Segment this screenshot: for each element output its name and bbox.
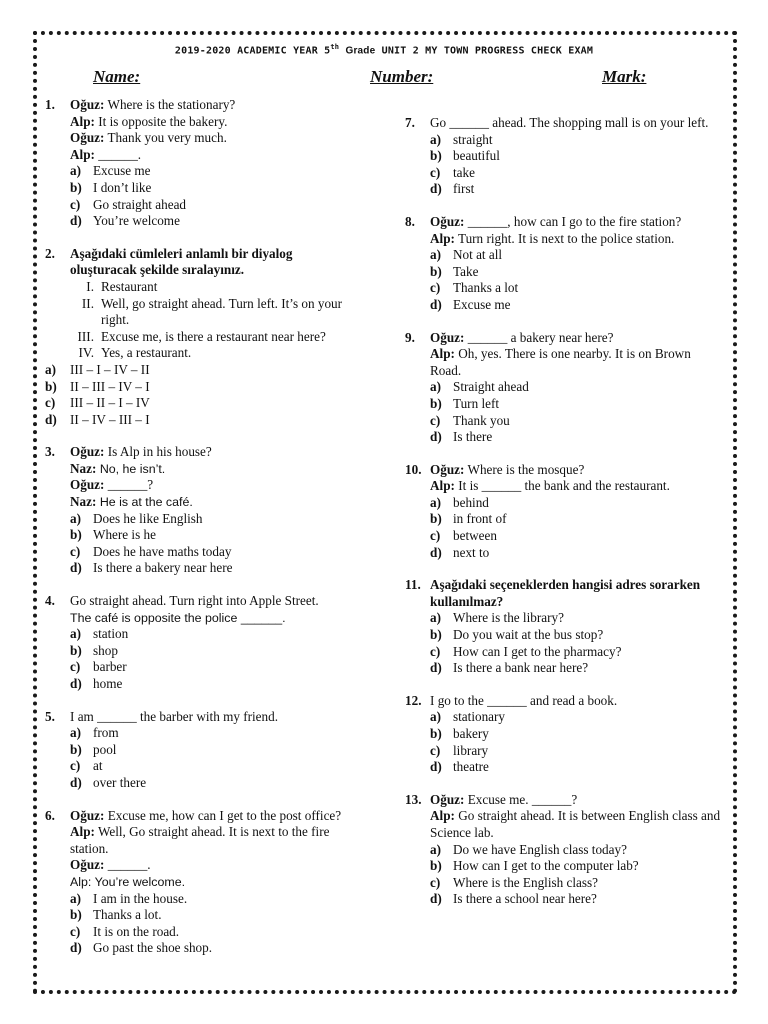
option-a[interactable] (430, 709, 723, 726)
option-text: next to (453, 544, 490, 560)
option-c[interactable] (70, 758, 357, 775)
option-a[interactable] (70, 626, 357, 643)
question-number: 1. (45, 97, 55, 112)
question-10 (405, 462, 723, 562)
roman-numeral: I. (86, 278, 94, 294)
option-text: I don’t like (93, 179, 152, 195)
option-text: station (93, 626, 129, 642)
option-text: from (93, 725, 119, 741)
dialog-line (70, 808, 357, 825)
option-text: III – I – IV – II (70, 361, 150, 377)
option-letter: a) (430, 379, 441, 395)
question-stem (70, 610, 357, 627)
option-letter: c) (70, 196, 81, 212)
option-letter: c) (430, 164, 441, 180)
question-11 (405, 577, 723, 677)
option-text: take (453, 164, 475, 180)
dialog-line (430, 231, 723, 248)
option-text: Do you wait at the bus stop? (453, 627, 604, 643)
option-a[interactable] (70, 163, 357, 180)
sentence-text: Excuse me, is there a restaurant near here? (101, 328, 326, 344)
option-letter: b) (430, 726, 442, 741)
option-letter: c) (430, 742, 441, 758)
line-text: Oh, yes. There is one nearby. It is on Brown Road. (430, 346, 691, 378)
option-text: It is on the road. (93, 923, 180, 939)
option-d[interactable] (430, 297, 723, 314)
question-9 (405, 330, 723, 446)
option-c[interactable] (70, 924, 357, 941)
mark-label: Mark: (602, 67, 647, 86)
question-6 (45, 808, 357, 957)
option-d[interactable] (70, 560, 357, 577)
dialog-line (70, 97, 357, 114)
option-c[interactable] (430, 875, 723, 892)
dialog-line (70, 477, 357, 494)
option-text: over there (93, 774, 147, 790)
speaker: Oğuz: (70, 857, 105, 873)
question-stem: Go straight ahead. Turn right into Apple Street. (70, 593, 319, 609)
option-text: Excuse me (93, 163, 151, 179)
question-stem: I go to the ______ and read a book. (430, 692, 618, 708)
option-text: Not at all (453, 247, 503, 263)
speaker: Oğuz: (70, 97, 105, 112)
dialog-line (70, 147, 357, 164)
option-letter: b) (430, 148, 442, 164)
option-d[interactable] (430, 660, 723, 677)
option-text: Is there a bakery near here (93, 560, 233, 576)
line-text: Where is the mosque? (464, 461, 585, 477)
option-letter: a) (430, 494, 441, 510)
option-a[interactable] (430, 610, 723, 627)
dialog-line (70, 130, 357, 147)
header-title-part2: UNIT 2 MY TOWN PROGRESS CHECK EXAM (381, 45, 594, 57)
option-text: How can I get to the computer lab? (453, 858, 639, 874)
option-letter: c) (430, 528, 441, 544)
option-letter: a) (45, 361, 56, 377)
option-b[interactable] (70, 742, 357, 759)
question-13 (405, 792, 723, 908)
option-text: How can I get to the pharmacy? (453, 643, 622, 659)
line-text: The café is opposite the police ______. (70, 610, 286, 625)
option-letter: c) (70, 543, 81, 559)
option-text: Straight ahead (453, 379, 529, 395)
option-letter: a) (430, 610, 441, 626)
option-letter: b) (430, 263, 442, 279)
option-letter: d) (430, 759, 442, 775)
option-letter: b) (430, 627, 442, 643)
option-text: III – II – I – IV (70, 395, 150, 411)
option-letter: c) (430, 412, 441, 428)
option-letter: c) (430, 643, 441, 659)
question-number: 8. (405, 213, 415, 229)
option-text: beautiful (453, 148, 500, 164)
header-title-part1: 2019-2020 ACADEMIC YEAR 5 (174, 45, 331, 57)
question-number: 6. (45, 807, 55, 823)
option-text: Does he like English (93, 510, 203, 526)
line-text: Excuse me. ______? (464, 791, 578, 807)
option-c[interactable] (430, 413, 723, 430)
option-letter: c) (70, 923, 81, 939)
option-c[interactable] (70, 659, 357, 676)
option-a[interactable] (430, 495, 723, 512)
line-text: Is Alp in his house? (104, 444, 212, 460)
right-column (405, 97, 723, 908)
question-stem: Go ______ ahead. The shopping mall is on your left. (430, 115, 709, 130)
option-text: I am in the house. (93, 890, 188, 906)
speaker: Alp: (430, 808, 455, 824)
option-letter: a) (70, 626, 81, 642)
option-letter: d) (430, 891, 442, 907)
line-text: It is ______ the bank and the restaurant. (454, 478, 670, 494)
speaker: Alp: (430, 230, 455, 246)
question-12 (405, 693, 723, 776)
roman-numeral: II. (81, 295, 94, 311)
sentence-text: Restaurant (101, 278, 158, 294)
line-text: Thank you very much. (104, 130, 227, 146)
line-text: Well, Go straight ahead. It is next to the fire station. (70, 824, 330, 856)
option-a[interactable] (430, 379, 723, 396)
option-text: stationary (453, 709, 506, 725)
option-d[interactable] (70, 940, 357, 957)
line-text: Where is the stationary? (104, 97, 236, 112)
line-text: It is opposite the bakery. (94, 113, 228, 129)
option-d[interactable] (70, 676, 357, 693)
option-letter: a) (70, 725, 81, 741)
option-text: Thanks a lot (453, 280, 519, 296)
option-text: Is there (453, 429, 493, 445)
number-label: Number: (370, 67, 434, 86)
speaker: Oğuz: (70, 807, 105, 823)
option-letter: d) (70, 774, 82, 790)
dialog-line: Alp: You’re welcome. (70, 874, 186, 889)
line-text: He is at the café. (96, 495, 193, 510)
option-text: Go straight ahead (93, 196, 187, 212)
option-text: bakery (453, 726, 489, 741)
option-text: II – III – IV – I (70, 378, 150, 394)
option-a[interactable] (70, 725, 357, 742)
dialog-line (430, 214, 723, 231)
option-letter: b) (430, 511, 442, 527)
option-b[interactable] (430, 858, 723, 875)
option-c[interactable] (45, 395, 357, 412)
line-text: ______. (104, 857, 151, 873)
speaker: Naz: (70, 460, 97, 476)
option-letter: b) (430, 395, 442, 411)
option-letter: b) (70, 741, 82, 757)
line-text: Turn right. It is next to the police station. (454, 230, 675, 246)
header-title-sup: th (330, 43, 340, 51)
question-number: 11. (405, 577, 421, 593)
option-letter: d) (45, 411, 57, 427)
question-number: 3. (45, 444, 55, 460)
question-number: 12. (405, 692, 422, 708)
option-b[interactable] (70, 527, 357, 544)
option-d[interactable] (430, 759, 723, 776)
roman-numeral: III. (77, 328, 94, 344)
option-letter: d) (430, 544, 442, 560)
option-b[interactable] (430, 396, 723, 413)
question-number: 4. (45, 593, 55, 609)
option-letter: a) (430, 131, 441, 147)
option-letter: d) (430, 429, 442, 445)
question-4 (45, 593, 357, 693)
option-letter: d) (430, 181, 442, 197)
option-letter: b) (70, 527, 82, 543)
question-5 (45, 709, 357, 792)
speaker: Alp: (430, 346, 455, 362)
option-letter: c) (45, 395, 56, 411)
option-a[interactable] (430, 842, 723, 859)
option-text: II – IV – III – I (70, 411, 150, 427)
question-number: 7. (405, 115, 415, 130)
option-letter: b) (70, 642, 82, 658)
line-text: Excuse me, how can I get to the post office? (104, 807, 342, 823)
option-text: first (453, 181, 475, 197)
option-letter: c) (430, 874, 441, 890)
option-a[interactable] (70, 511, 357, 528)
speaker: Alp: (70, 824, 95, 840)
dialog-line (430, 330, 723, 347)
header-grade: Grade (345, 45, 376, 57)
option-letter: b) (70, 179, 82, 195)
speaker: Oğuz: (70, 444, 105, 460)
option-text: Does he have maths today (93, 543, 232, 559)
option-text: between (453, 528, 497, 544)
speaker: Alp: (430, 478, 455, 494)
line-text: No, he isn’t. (96, 461, 166, 476)
option-d[interactable] (70, 213, 357, 230)
speaker: Oğuz: (70, 477, 105, 493)
sentence-item (70, 345, 357, 362)
option-b[interactable] (70, 907, 357, 924)
option-d[interactable] (430, 181, 723, 198)
option-text: barber (93, 659, 127, 675)
option-a[interactable] (70, 891, 357, 908)
option-text: library (453, 742, 489, 758)
option-c[interactable] (70, 197, 357, 214)
option-letter: a) (430, 841, 441, 857)
dialog-line (70, 494, 357, 511)
speaker: Oğuz: (70, 130, 105, 146)
option-text: Is there a bank near here? (453, 660, 589, 676)
name-label: Name: (93, 67, 141, 86)
question-2 (45, 246, 357, 429)
option-text: theatre (453, 759, 489, 775)
sentence-text: Well, go straight ahead. Turn left. It’s on your right. (101, 295, 343, 328)
option-text: pool (93, 741, 117, 757)
sentence-item (70, 279, 357, 296)
sentence-item (70, 296, 357, 329)
option-letter: a) (70, 890, 81, 906)
option-b[interactable] (430, 627, 723, 644)
speaker: Oğuz: (430, 213, 465, 229)
speaker: Naz: (70, 494, 97, 510)
option-c[interactable] (430, 743, 723, 760)
option-b[interactable] (430, 726, 723, 743)
dialog-line (430, 462, 723, 479)
question-stem: Aşağıdaki cümleleri anlamlı bir diyalog (70, 245, 293, 261)
option-letter: b) (45, 378, 57, 394)
option-text: Turn left (453, 395, 500, 411)
speaker: Oğuz: (430, 461, 465, 477)
left-column (45, 97, 357, 957)
option-letter: a) (430, 709, 441, 725)
option-a[interactable] (45, 362, 357, 379)
option-letter: d) (430, 660, 442, 676)
question-8 (405, 214, 723, 314)
option-letter: d) (70, 940, 82, 956)
sentence-text: Yes, a restaurant. (101, 345, 192, 361)
option-b[interactable] (70, 180, 357, 197)
option-letter: a) (70, 163, 81, 179)
sentence-item (70, 329, 357, 346)
option-b[interactable] (430, 264, 723, 281)
option-d[interactable] (70, 775, 357, 792)
line-text: ______? (104, 477, 154, 493)
option-letter: b) (70, 907, 82, 923)
question-number: 2. (45, 245, 55, 261)
option-d[interactable] (430, 429, 723, 446)
option-text: in front of (453, 511, 507, 527)
option-b[interactable] (430, 511, 723, 528)
question-3 (45, 444, 357, 577)
option-c[interactable] (430, 165, 723, 182)
option-letter: d) (70, 560, 82, 576)
question-number: 5. (45, 708, 55, 724)
dialog-line (430, 808, 723, 841)
option-text: Thank you (453, 412, 510, 428)
question-number: 10. (405, 461, 422, 477)
option-b[interactable] (70, 643, 357, 660)
option-letter: d) (70, 676, 82, 691)
option-c[interactable] (430, 644, 723, 661)
question-number: 13. (405, 791, 422, 807)
option-letter: b) (430, 858, 442, 874)
line-text: ______, how can I go to the fire station? (464, 213, 682, 229)
option-letter: c) (70, 659, 81, 675)
option-text: Where is he (93, 527, 156, 543)
option-text: Is there a school near here? (453, 891, 597, 907)
dialog-line (430, 478, 723, 495)
line-text: ______. (94, 146, 142, 162)
option-text: straight (453, 131, 493, 147)
option-letter: a) (70, 510, 81, 526)
dialog-line (430, 792, 723, 809)
option-text: shop (93, 642, 118, 658)
option-text: behind (453, 494, 489, 510)
dialog-line (70, 824, 357, 857)
option-text: Take (453, 263, 479, 279)
option-b[interactable] (45, 379, 357, 396)
option-c[interactable] (430, 528, 723, 545)
option-text: Go past the shoe shop. (93, 940, 213, 956)
question-stem: Aşağıdaki seçeneklerden hangisi adres sorarken (430, 577, 701, 593)
speaker: Alp: (70, 146, 95, 162)
option-d[interactable] (430, 545, 723, 562)
dialog-line (430, 346, 723, 379)
question-number: 9. (405, 329, 415, 345)
option-c[interactable] (430, 280, 723, 297)
option-letter: c) (430, 280, 441, 296)
option-text: home (93, 676, 123, 691)
option-d[interactable] (45, 412, 357, 429)
line-text: ______ a bakery near here? (464, 329, 614, 345)
option-text: Where is the English class? (453, 874, 599, 890)
option-letter: a) (430, 247, 441, 263)
option-text: Do we have English class today? (453, 841, 627, 857)
dialog-line (70, 857, 357, 874)
roman-numeral: IV. (78, 345, 94, 361)
speaker: Oğuz: (430, 329, 465, 345)
question-stem: oluşturacak şekilde sıralayınız. (70, 262, 245, 278)
option-text: Excuse me (453, 296, 511, 312)
option-letter: d) (70, 213, 82, 229)
dialog-line (70, 114, 357, 131)
exam-header (40, 43, 728, 56)
option-letter: d) (430, 296, 442, 312)
option-letter: c) (70, 758, 81, 774)
dialog-line (70, 444, 357, 461)
question-stem: I am ______ the barber with my friend. (70, 708, 279, 724)
option-a[interactable] (430, 132, 723, 149)
dialog-line (70, 461, 357, 478)
question-1 (45, 97, 357, 230)
option-text: You’re welcome (93, 213, 180, 229)
question-7 (405, 115, 723, 198)
option-a[interactable] (430, 247, 723, 264)
option-text: at (93, 758, 103, 774)
speaker: Oğuz: (430, 791, 465, 807)
option-c[interactable] (70, 544, 357, 561)
option-b[interactable] (430, 148, 723, 165)
option-text: Where is the library? (453, 610, 564, 626)
option-d[interactable] (430, 891, 723, 908)
question-stem: kullanılmaz? (430, 593, 504, 609)
speaker: Alp: (70, 113, 95, 129)
line-text: Go straight ahead. It is between English class and Science lab. (430, 808, 721, 840)
option-text: Thanks a lot. (93, 907, 162, 923)
